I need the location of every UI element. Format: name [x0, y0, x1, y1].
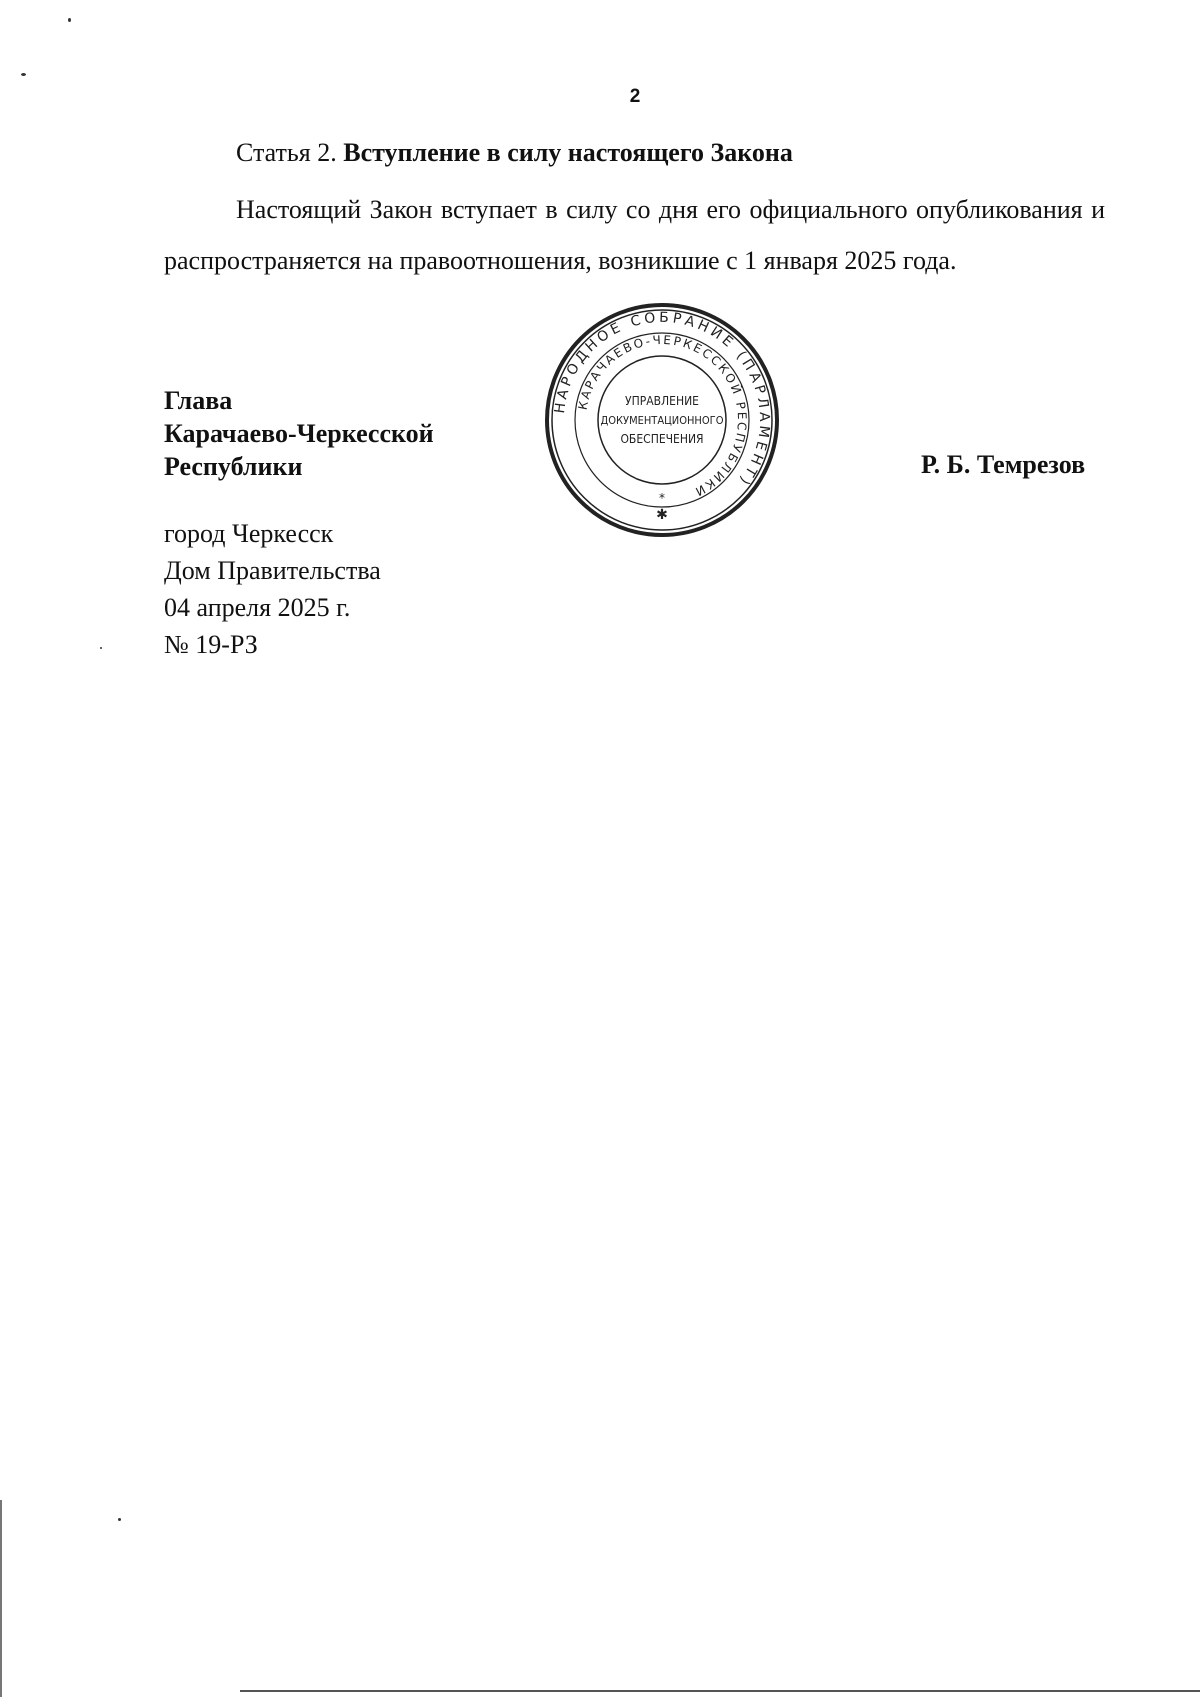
article-label: Статья 2.	[236, 138, 337, 167]
article-body: Настоящий Закон вступает в силу со дня его официального опубликования и распространяется на правоотношения, возникшие с 1 января 2025 года.	[164, 195, 1105, 275]
article-title: Вступление в силу настоящего Закона	[343, 138, 793, 167]
article-heading	[236, 138, 793, 168]
seal-center-line-1: УПРАВЛЕНИЕ	[625, 394, 699, 408]
scan-bottom-edge	[240, 1690, 1200, 1692]
seal-ring-text-path: НАРОДНОЕ СОБРАНИЕ (ПАРЛАМЕНТ)	[552, 309, 773, 491]
seal-star-icon: ✱	[656, 507, 668, 523]
signatory-title	[164, 384, 434, 483]
signatory-line-3: Республики	[164, 452, 303, 481]
law-number: № 19-РЗ	[164, 630, 258, 659]
place-and-date	[164, 515, 381, 663]
page-number: 2	[629, 86, 641, 107]
scan-speck	[68, 18, 71, 22]
seal-center-line-3: ОБЕСПЕЧЕНИЯ	[620, 432, 704, 446]
city: город Черкесск	[164, 519, 334, 548]
seal-star-icon: *	[659, 491, 665, 505]
signatory-line-2: Карачаево-Черкесской	[164, 419, 434, 448]
official-seal	[544, 302, 780, 538]
seal-inner-ring-text-path: КАРАЧАЕВО-ЧЕРКЕССКОЙ РЕСПУБЛИКИ	[575, 332, 750, 500]
signer-name: Р. Б. Темрезов	[921, 450, 1086, 479]
scan-speck	[21, 73, 26, 76]
seal-center-line-2: ДОКУМЕНТАЦИОННОГО	[600, 414, 724, 427]
scan-left-edge	[0, 1500, 2, 1697]
signatory-line-1: Глава	[164, 386, 233, 415]
scan-speck	[100, 647, 102, 649]
date: 04 апреля 2025 г.	[164, 593, 351, 622]
building: Дом Правительства	[164, 556, 381, 585]
scan-speck	[118, 1518, 121, 1521]
